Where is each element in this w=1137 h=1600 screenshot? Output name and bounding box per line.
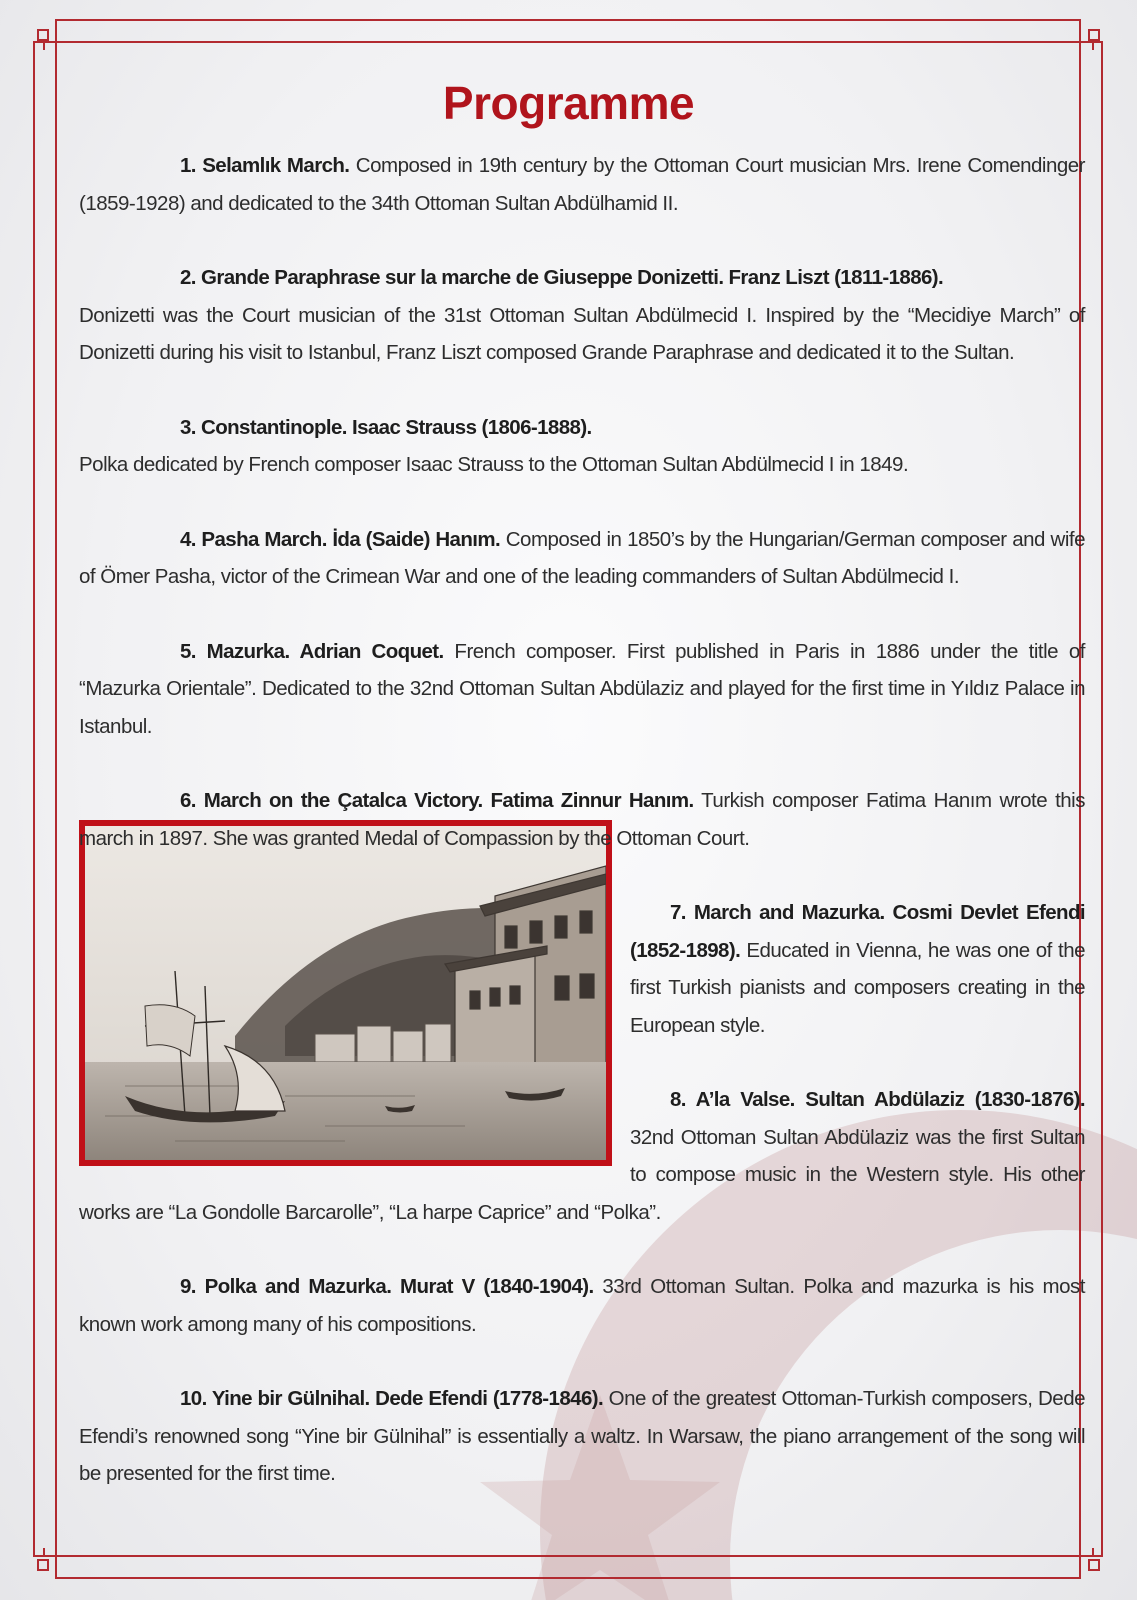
programme-item-2 xyxy=(79,259,1085,372)
item-7-text: Educated in Vienna, he was one of the first Turkish pianists and composers creating in the European style. xyxy=(630,938,1085,1037)
item-10-text: One of the greatest Ottoman-Turkish composers, Dede Efendi’s renowned song “Yine bir Gülnihal” is essentially a waltz. In Warsaw, the piano arrangement of the song will be presented for the first time. xyxy=(79,1387,1085,1485)
item-8-heading: 8. A’la Valse. Sultan Abdülaziz (1830-1876). xyxy=(670,1088,1085,1111)
programme-item-5 xyxy=(79,633,1085,746)
programme-list xyxy=(79,147,1085,1530)
programme-item-10 xyxy=(79,1380,1085,1493)
item-1-heading: 1. Selamlık March. xyxy=(180,154,350,177)
engraving-illustration xyxy=(85,826,606,1160)
bosphorus-engraving-image xyxy=(79,820,612,1166)
programme-item-6 xyxy=(79,782,1085,857)
item-7-heading: 7. March and Mazurka. Cosmi Devlet Efendi (1852-1898). xyxy=(630,901,1085,962)
item-2-text: Donizetti was the Court musician of the 31st Ottoman Sultan Abdülmecid I. Inspired by the “Mecidiye March” of Donizetti during his visit to Istanbul, Franz Liszt composed Grande Paraphrase and dedicated it to the Sultan. xyxy=(79,303,1085,364)
item-3-heading: 3. Constantinople. Isaac Strauss (1806-1888). xyxy=(180,415,592,439)
programme-item-9 xyxy=(79,1268,1085,1343)
item-5-heading: 5. Mazurka. Adrian Coquet. xyxy=(180,639,444,663)
programme-item-3 xyxy=(79,409,1085,484)
item-4-heading: 4. Pasha March. İda (Saide) Hanım. xyxy=(180,527,501,551)
item-9-heading: 9. Polka and Mazurka. Murat V (1840-1904). xyxy=(180,1275,594,1298)
item-10-heading: 10. Yine bir Gülnihal. Dede Efendi (1778-1846). xyxy=(180,1387,604,1410)
item-3-text: Polka dedicated by French composer Isaac Strauss to the Ottoman Sultan Abdülmecid I in 1849. xyxy=(79,453,909,476)
item-1-text: Composed in 19th century by the Ottoman Court musician Mrs. Irene Comendinger (1859-1928) and dedicated to the 34th Ottoman Sultan Abdülhamid II. xyxy=(79,154,1085,215)
item-4-text: Composed in 1850’s by the Hungarian/German composer and wife of Ömer Pasha, victor of the Crimean War and one of the leading commanders of Sultan Abdülmecid I. xyxy=(79,527,1086,588)
programme-item-4 xyxy=(79,521,1085,596)
item-8-text: 32nd Ottoman Sultan Abdülaziz was the first Sultan to compose music in the Western style. His other works are “La Gondolle Barcarolle”, “La harpe Caprice” and “Polka”. xyxy=(79,1125,1085,1224)
item-6-text: Turkish composer Fatima Hanım wrote this march in 1897. She was granted Medal of Compassion by the Ottoman Court. xyxy=(79,789,1085,850)
programme-item-1 xyxy=(79,147,1085,222)
page-title: Programme xyxy=(442,77,695,129)
item-5-text: French composer. First published in Paris in 1886 under the title of “Mazurka Orientale”. Dedicated to the 32nd Ottoman Sultan Abdülaziz and played for the first time in Yıldız Palace in Istanbul. xyxy=(79,639,1085,738)
item-9-text: 33rd Ottoman Sultan. Polka and mazurka is his most known work among many of his compositions. xyxy=(79,1275,1085,1336)
item-6-heading: 6. March on the Çatalca Victory. Fatima Zinnur Hanım. xyxy=(180,789,694,812)
item-2-heading: 2. Grande Paraphrase sur la marche de Giuseppe Donizetti. Franz Liszt (1811-1886). xyxy=(180,266,944,289)
